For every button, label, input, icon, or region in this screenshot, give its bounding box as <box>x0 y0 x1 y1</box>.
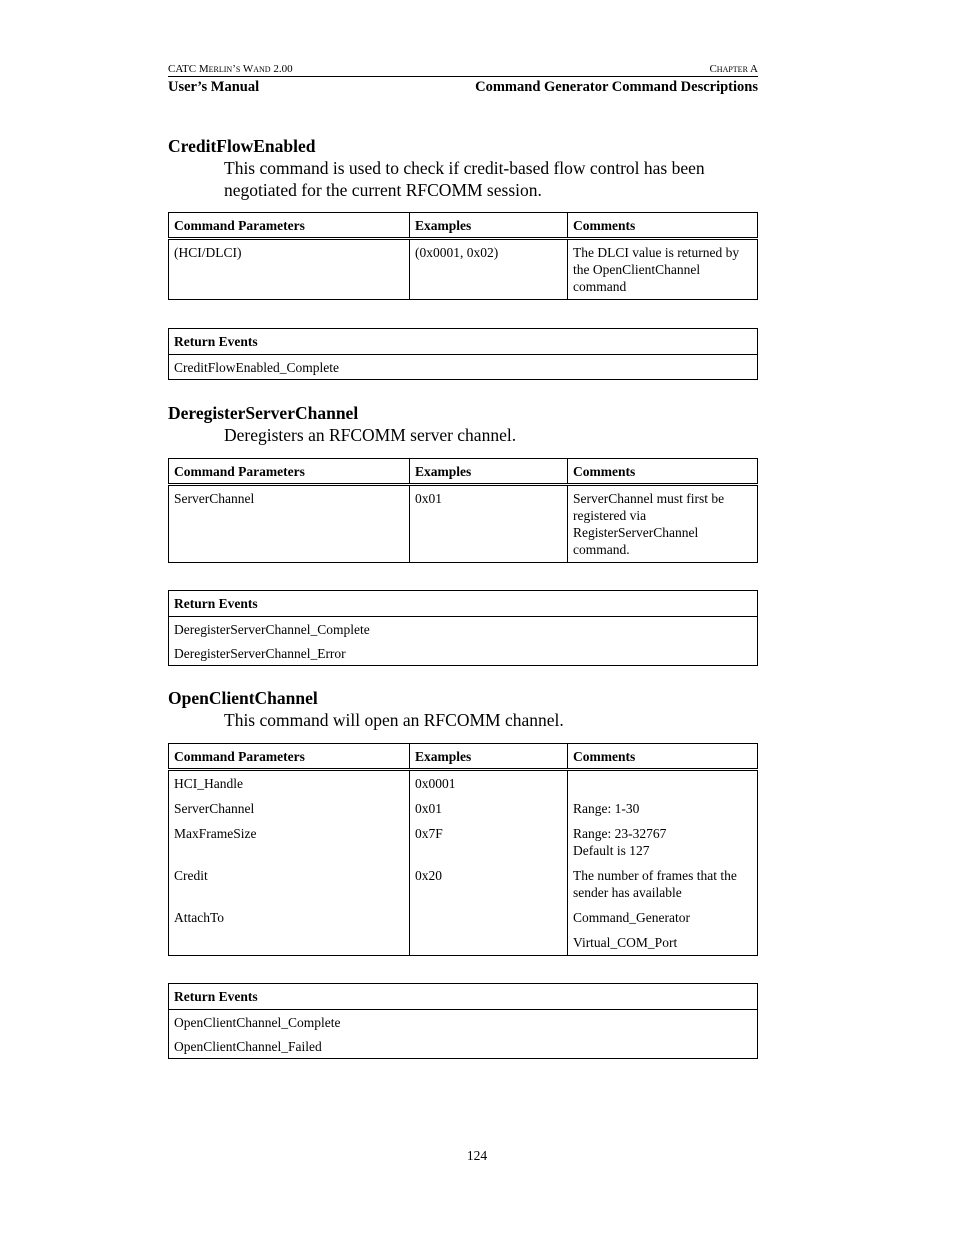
comment-cell <box>568 770 758 797</box>
return-events-table <box>168 983 758 1059</box>
example-cell: 0x0001 <box>410 770 568 797</box>
return-events-table <box>168 328 758 380</box>
section-description-line: This command will open an RFCOMM channel. <box>224 710 564 730</box>
table-row <box>169 1034 758 1059</box>
comment-cell: The number of frames that the sender has available <box>568 863 758 905</box>
column-header-parameters: Command Parameters <box>169 459 410 485</box>
header-section: Command Generator Command Descriptions <box>475 79 758 95</box>
comment-cell: Command_Generator <box>568 905 758 930</box>
example-cell: 0x7F <box>410 821 568 863</box>
table-row <box>169 641 758 666</box>
table-row <box>169 796 758 821</box>
section-description-line: Deregisters an RFCOMM server channel. <box>224 425 517 445</box>
section-title: DeregisterServerChannel <box>168 403 359 423</box>
table-row <box>169 617 758 642</box>
section-title: OpenClientChannel <box>168 688 318 708</box>
section-openclientchannel <box>168 687 758 1059</box>
example-cell <box>410 930 568 956</box>
table-row <box>169 770 758 797</box>
table-row <box>169 1010 758 1035</box>
header-chapter: Chapter A <box>709 63 758 75</box>
parameter-cell: Credit <box>174 868 208 883</box>
command-parameters-table <box>168 458 758 563</box>
page-header <box>168 62 758 96</box>
column-header-comments: Comments <box>568 213 758 239</box>
table-row <box>169 905 758 930</box>
comment-cell: Virtual_COM_Port <box>568 930 758 956</box>
column-header-parameters: Command Parameters <box>169 213 410 239</box>
event-cell: CreditFlowEnabled_Complete <box>174 359 339 375</box>
column-header-examples: Examples <box>410 213 568 239</box>
section-creditflowenabled <box>168 135 758 380</box>
header-rule <box>168 76 758 77</box>
parameter-cell: AttachTo <box>174 910 225 925</box>
column-header-examples: Examples <box>410 459 568 485</box>
return-events-table <box>168 590 758 666</box>
table-row <box>169 239 758 300</box>
column-header-parameters: Command Parameters <box>169 744 410 770</box>
table-row <box>169 863 758 905</box>
parameter-cell <box>169 930 410 956</box>
example-cell: 0x20 <box>410 863 568 905</box>
parameter-cell: HCI_Handle <box>174 776 243 791</box>
return-events-header: Return Events <box>169 591 758 617</box>
example-cell <box>410 905 568 930</box>
comment-cell: ServerChannel must first be registered via RegisterServerChannel command. <box>568 485 758 563</box>
section-title: CreditFlowEnabled <box>168 136 316 156</box>
event-cell: DeregisterServerChannel_Complete <box>174 621 370 637</box>
table-row <box>169 485 758 563</box>
example-cell: 0x01 <box>410 796 568 821</box>
parameter-cell: ServerChannel <box>174 491 255 506</box>
parameter-cell: MaxFrameSize <box>174 826 257 841</box>
header-manual: User’s Manual <box>168 79 260 95</box>
command-parameters-table <box>168 212 758 300</box>
table-row <box>169 821 758 863</box>
section-description-line: This command is used to check if credit-based flow control has been <box>224 158 705 178</box>
example-cell: (0x0001, 0x02) <box>410 239 568 300</box>
comment-cell: Range: 23-32767 Default is 127 <box>568 821 758 863</box>
event-cell: DeregisterServerChannel_Error <box>174 645 346 661</box>
return-events-header: Return Events <box>169 329 758 355</box>
header-product: CATC Merlin’s Wand 2.00 <box>168 63 293 75</box>
event-cell: OpenClientChannel_Complete <box>174 1014 341 1030</box>
return-events-header: Return Events <box>169 984 758 1010</box>
parameter-cell: (HCI/DLCI) <box>174 245 242 260</box>
command-parameters-table <box>168 743 758 956</box>
comment-cell: The DLCI value is returned by the OpenClientChannel command <box>568 239 758 300</box>
example-cell: 0x01 <box>410 485 568 563</box>
table-row <box>169 930 758 956</box>
parameter-cell: ServerChannel <box>174 801 255 816</box>
column-header-comments: Comments <box>568 459 758 485</box>
column-header-examples: Examples <box>410 744 568 770</box>
table-row <box>169 355 758 380</box>
event-cell: OpenClientChannel_Failed <box>174 1038 322 1054</box>
comment-cell: Range: 1-30 <box>568 796 758 821</box>
section-deregisterserverchannel <box>168 402 758 666</box>
section-description-line: negotiated for the current RFCOMM session. <box>224 180 542 200</box>
column-header-comments: Comments <box>568 744 758 770</box>
page-number: 124 <box>466 1148 488 1163</box>
